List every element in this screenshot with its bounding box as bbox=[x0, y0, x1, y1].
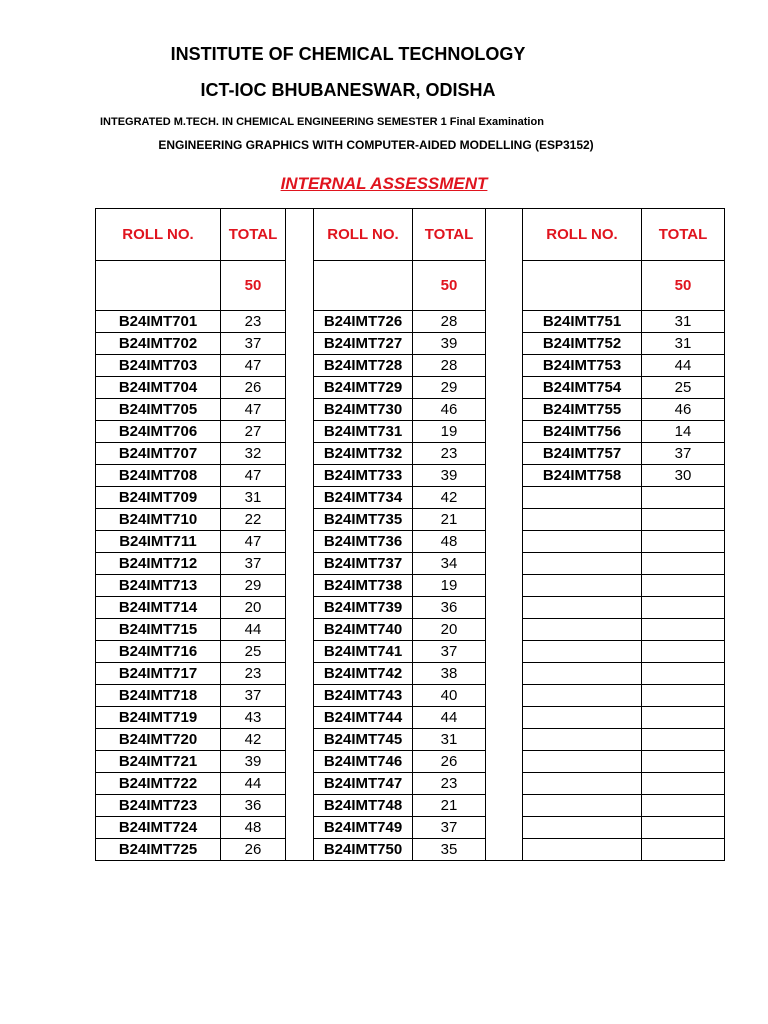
table-row bbox=[96, 575, 725, 597]
empty-cell bbox=[642, 575, 725, 597]
table-row bbox=[96, 597, 725, 619]
table-row bbox=[96, 619, 725, 641]
roll-header: ROLL NO. bbox=[523, 209, 642, 261]
roll-number: B24IMT715 bbox=[96, 619, 221, 641]
total-marks: 36 bbox=[413, 597, 486, 619]
total-marks: 44 bbox=[642, 355, 725, 377]
total-marks: 27 bbox=[221, 421, 286, 443]
empty-cell bbox=[523, 773, 642, 795]
total-marks: 19 bbox=[413, 575, 486, 597]
table-row bbox=[96, 465, 725, 487]
roll-number: B24IMT725 bbox=[96, 839, 221, 861]
roll-number: B24IMT754 bbox=[523, 377, 642, 399]
empty-cell bbox=[523, 795, 642, 817]
total-marks: 28 bbox=[413, 355, 486, 377]
roll-number: B24IMT753 bbox=[523, 355, 642, 377]
table-row bbox=[96, 685, 725, 707]
program-title: INTEGRATED M.TECH. IN CHEMICAL ENGINEERING SEMESTER 1 Final Examination bbox=[100, 116, 544, 128]
total-marks: 29 bbox=[221, 575, 286, 597]
total-marks: 43 bbox=[221, 707, 286, 729]
roll-number: B24IMT758 bbox=[523, 465, 642, 487]
total-marks: 39 bbox=[413, 333, 486, 355]
total-marks: 26 bbox=[221, 839, 286, 861]
total-marks: 26 bbox=[221, 377, 286, 399]
roll-number: B24IMT730 bbox=[314, 399, 413, 421]
roll-number: B24IMT737 bbox=[314, 553, 413, 575]
empty-cell bbox=[96, 261, 221, 311]
total-marks: 47 bbox=[221, 399, 286, 421]
roll-number: B24IMT738 bbox=[314, 575, 413, 597]
roll-number: B24IMT716 bbox=[96, 641, 221, 663]
total-marks: 30 bbox=[642, 465, 725, 487]
max-marks: 50 bbox=[221, 261, 286, 311]
total-marks: 46 bbox=[413, 399, 486, 421]
roll-number: B24IMT720 bbox=[96, 729, 221, 751]
header-row bbox=[96, 209, 725, 261]
total-marks: 29 bbox=[413, 377, 486, 399]
total-marks: 25 bbox=[221, 641, 286, 663]
roll-number: B24IMT702 bbox=[96, 333, 221, 355]
total-header: TOTAL bbox=[642, 209, 725, 261]
empty-cell bbox=[642, 751, 725, 773]
empty-cell bbox=[642, 795, 725, 817]
total-marks: 34 bbox=[413, 553, 486, 575]
empty-cell bbox=[523, 619, 642, 641]
total-marks: 23 bbox=[221, 663, 286, 685]
empty-cell bbox=[642, 597, 725, 619]
total-marks: 23 bbox=[221, 311, 286, 333]
empty-cell bbox=[642, 685, 725, 707]
total-marks: 42 bbox=[413, 487, 486, 509]
roll-number: B24IMT750 bbox=[314, 839, 413, 861]
total-marks: 26 bbox=[413, 751, 486, 773]
roll-header: ROLL NO. bbox=[96, 209, 221, 261]
total-marks: 31 bbox=[642, 333, 725, 355]
empty-cell bbox=[642, 707, 725, 729]
table-row bbox=[96, 817, 725, 839]
roll-number: B24IMT748 bbox=[314, 795, 413, 817]
roll-number: B24IMT747 bbox=[314, 773, 413, 795]
table-row bbox=[96, 641, 725, 663]
empty-cell bbox=[523, 641, 642, 663]
table-row bbox=[96, 707, 725, 729]
table-row bbox=[96, 663, 725, 685]
table-row bbox=[96, 773, 725, 795]
total-marks: 47 bbox=[221, 465, 286, 487]
marks-table-body bbox=[96, 209, 725, 861]
roll-number: B24IMT712 bbox=[96, 553, 221, 575]
total-marks: 44 bbox=[221, 773, 286, 795]
total-marks: 31 bbox=[413, 729, 486, 751]
total-marks: 44 bbox=[221, 619, 286, 641]
total-marks: 28 bbox=[413, 311, 486, 333]
table-row bbox=[96, 487, 725, 509]
total-marks: 23 bbox=[413, 443, 486, 465]
empty-cell bbox=[642, 641, 725, 663]
empty-cell bbox=[523, 553, 642, 575]
roll-number: B24IMT719 bbox=[96, 707, 221, 729]
total-marks: 35 bbox=[413, 839, 486, 861]
column-gap bbox=[286, 209, 314, 861]
empty-cell bbox=[642, 817, 725, 839]
roll-number: B24IMT722 bbox=[96, 773, 221, 795]
roll-number: B24IMT752 bbox=[523, 333, 642, 355]
empty-cell bbox=[642, 509, 725, 531]
total-marks: 48 bbox=[413, 531, 486, 553]
table-row bbox=[96, 311, 725, 333]
roll-number: B24IMT724 bbox=[96, 817, 221, 839]
roll-number: B24IMT723 bbox=[96, 795, 221, 817]
total-marks: 36 bbox=[221, 795, 286, 817]
total-marks: 40 bbox=[413, 685, 486, 707]
total-marks: 47 bbox=[221, 355, 286, 377]
total-marks: 20 bbox=[413, 619, 486, 641]
max-marks: 50 bbox=[413, 261, 486, 311]
roll-number: B24IMT745 bbox=[314, 729, 413, 751]
column-gap bbox=[486, 209, 523, 861]
table-row bbox=[96, 531, 725, 553]
total-marks: 39 bbox=[413, 465, 486, 487]
total-marks: 46 bbox=[642, 399, 725, 421]
empty-cell bbox=[523, 707, 642, 729]
roll-header: ROLL NO. bbox=[314, 209, 413, 261]
empty-cell bbox=[523, 729, 642, 751]
total-marks: 48 bbox=[221, 817, 286, 839]
roll-number: B24IMT731 bbox=[314, 421, 413, 443]
empty-cell bbox=[523, 509, 642, 531]
marks-table bbox=[95, 208, 725, 861]
total-marks: 37 bbox=[642, 443, 725, 465]
empty-cell bbox=[642, 619, 725, 641]
empty-cell bbox=[523, 839, 642, 861]
roll-number: B24IMT755 bbox=[523, 399, 642, 421]
roll-number: B24IMT706 bbox=[96, 421, 221, 443]
table-row bbox=[96, 751, 725, 773]
roll-number: B24IMT707 bbox=[96, 443, 221, 465]
empty-cell bbox=[642, 487, 725, 509]
roll-number: B24IMT734 bbox=[314, 487, 413, 509]
total-header: TOTAL bbox=[413, 209, 486, 261]
roll-number: B24IMT749 bbox=[314, 817, 413, 839]
empty-cell bbox=[523, 487, 642, 509]
course-title: ENGINEERING GRAPHICS WITH COMPUTER-AIDED MODELLING (ESP3152) bbox=[158, 138, 594, 152]
total-marks: 44 bbox=[413, 707, 486, 729]
total-marks: 25 bbox=[642, 377, 725, 399]
total-marks: 39 bbox=[221, 751, 286, 773]
table-row bbox=[96, 377, 725, 399]
total-marks: 32 bbox=[221, 443, 286, 465]
total-marks: 23 bbox=[413, 773, 486, 795]
assessment-heading: INTERNAL ASSESSMENT bbox=[280, 174, 488, 193]
roll-number: B24IMT757 bbox=[523, 443, 642, 465]
empty-cell bbox=[642, 553, 725, 575]
table-row bbox=[96, 553, 725, 575]
total-marks: 31 bbox=[221, 487, 286, 509]
max-marks: 50 bbox=[642, 261, 725, 311]
roll-number: B24IMT711 bbox=[96, 531, 221, 553]
roll-number: B24IMT743 bbox=[314, 685, 413, 707]
roll-number: B24IMT751 bbox=[523, 311, 642, 333]
total-marks: 22 bbox=[221, 509, 286, 531]
roll-number: B24IMT718 bbox=[96, 685, 221, 707]
empty-cell bbox=[314, 261, 413, 311]
roll-number: B24IMT739 bbox=[314, 597, 413, 619]
roll-number: B24IMT703 bbox=[96, 355, 221, 377]
table-row bbox=[96, 509, 725, 531]
institute-title: INSTITUTE OF CHEMICAL TECHNOLOGY bbox=[170, 44, 526, 64]
table-row bbox=[96, 729, 725, 751]
empty-cell bbox=[523, 685, 642, 707]
empty-cell bbox=[642, 531, 725, 553]
roll-number: B24IMT740 bbox=[314, 619, 413, 641]
roll-number: B24IMT728 bbox=[314, 355, 413, 377]
empty-cell bbox=[523, 261, 642, 311]
campus-title: ICT-IOC BHUBANESWAR, ODISHA bbox=[200, 80, 496, 100]
table-row bbox=[96, 421, 725, 443]
roll-number: B24IMT709 bbox=[96, 487, 221, 509]
roll-number: B24IMT726 bbox=[314, 311, 413, 333]
total-header: TOTAL bbox=[221, 209, 286, 261]
empty-cell bbox=[642, 839, 725, 861]
total-marks: 20 bbox=[221, 597, 286, 619]
table-row bbox=[96, 333, 725, 355]
empty-cell bbox=[523, 817, 642, 839]
empty-cell bbox=[523, 751, 642, 773]
empty-cell bbox=[523, 663, 642, 685]
roll-number: B24IMT708 bbox=[96, 465, 221, 487]
total-marks: 21 bbox=[413, 509, 486, 531]
roll-number: B24IMT727 bbox=[314, 333, 413, 355]
table-row bbox=[96, 795, 725, 817]
total-marks: 37 bbox=[413, 817, 486, 839]
total-marks: 14 bbox=[642, 421, 725, 443]
roll-number: B24IMT736 bbox=[314, 531, 413, 553]
roll-number: B24IMT732 bbox=[314, 443, 413, 465]
total-marks: 37 bbox=[221, 685, 286, 707]
total-marks: 37 bbox=[221, 333, 286, 355]
roll-number: B24IMT735 bbox=[314, 509, 413, 531]
roll-number: B24IMT744 bbox=[314, 707, 413, 729]
total-marks: 38 bbox=[413, 663, 486, 685]
empty-cell bbox=[642, 773, 725, 795]
roll-number: B24IMT714 bbox=[96, 597, 221, 619]
roll-number: B24IMT746 bbox=[314, 751, 413, 773]
empty-cell bbox=[642, 663, 725, 685]
total-marks: 19 bbox=[413, 421, 486, 443]
roll-number: B24IMT741 bbox=[314, 641, 413, 663]
empty-cell bbox=[523, 597, 642, 619]
empty-cell bbox=[523, 575, 642, 597]
table-row bbox=[96, 443, 725, 465]
total-marks: 47 bbox=[221, 531, 286, 553]
roll-number: B24IMT733 bbox=[314, 465, 413, 487]
max-marks-row bbox=[96, 261, 725, 311]
total-marks: 42 bbox=[221, 729, 286, 751]
roll-number: B24IMT705 bbox=[96, 399, 221, 421]
table-row bbox=[96, 399, 725, 421]
roll-number: B24IMT701 bbox=[96, 311, 221, 333]
roll-number: B24IMT710 bbox=[96, 509, 221, 531]
roll-number: B24IMT742 bbox=[314, 663, 413, 685]
roll-number: B24IMT721 bbox=[96, 751, 221, 773]
total-marks: 37 bbox=[221, 553, 286, 575]
table-row bbox=[96, 355, 725, 377]
roll-number: B24IMT704 bbox=[96, 377, 221, 399]
roll-number: B24IMT756 bbox=[523, 421, 642, 443]
total-marks: 37 bbox=[413, 641, 486, 663]
empty-cell bbox=[523, 531, 642, 553]
total-marks: 21 bbox=[413, 795, 486, 817]
empty-cell bbox=[642, 729, 725, 751]
roll-number: B24IMT729 bbox=[314, 377, 413, 399]
table-row bbox=[96, 839, 725, 861]
roll-number: B24IMT717 bbox=[96, 663, 221, 685]
total-marks: 31 bbox=[642, 311, 725, 333]
roll-number: B24IMT713 bbox=[96, 575, 221, 597]
